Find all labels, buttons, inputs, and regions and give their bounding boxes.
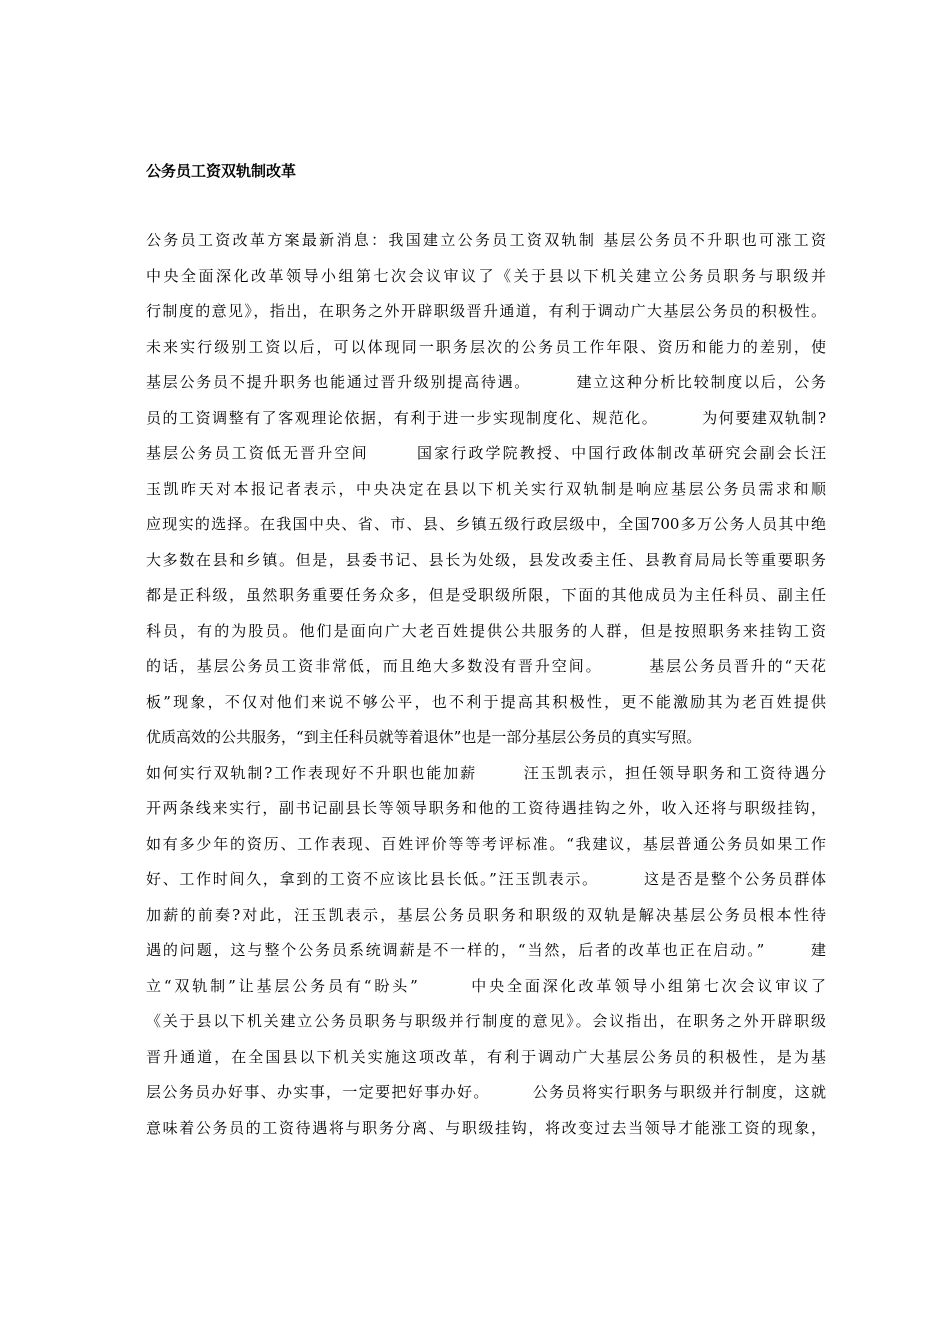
body-line: 如何实行双轨制?工作表现好不升职也能加薪 汪玉凯表示，担任领导职务和工资待遇分 (146, 763, 826, 782)
body-line: 遇的问题，这与整个公务员系统调薪是不一样的，“当然，后者的改革也正在启动。” 建 (146, 941, 826, 959)
body-line: 玉凯昨天对本报记者表示，中央决定在县以下机关实行双轨制是响应基层公务员需求和顺 (146, 479, 826, 498)
body-line: 员的工资调整有了客观理论依据，有利于进一步实现制度化、规范化。 为何要建双轨制? (146, 408, 826, 427)
body-line: 意味着公务员的工资待遇将与职务分离、与职级挂钩，将改变过去当领导才能涨工资的现象， (146, 1118, 826, 1137)
body-line: 都是正科级，虽然职务重要任务众多，但是受职级所限，下面的其他成员为主任科员、副主任 (146, 586, 826, 604)
body-line: 行制度的意见》，指出，在职务之外开辟职级晋升通道，有利于调动广大基层公务员的积极性。 (146, 302, 826, 320)
body-line: 基层公务员工资低无晋升空间 国家行政学院教授、中国行政体制改革研究会副会长汪 (146, 444, 826, 462)
body-line: 的话，基层公务员工资非常低，而且绝大多数没有晋升空间。 基层公务员晋升的“天花 (146, 657, 826, 675)
body-line: 科员，有的为股员。他们是面向广大老百姓提供公共服务的人群，但是按照职务来挂钩工资 (146, 621, 826, 640)
body-line: 应现实的选择。在我国中央、省、市、县、乡镇五级行政层级中，全国700多万公务人员其中绝 (146, 515, 826, 533)
body-line: 基层公务员不提升职务也能通过晋升级别提高待遇。 建立这种分析比较制度以后，公务 (146, 373, 826, 391)
document-body (146, 227, 826, 1150)
body-line: 如有多少年的资历、工作表现、百姓评价等等考评标准。“我建议，基层普通公务员如果工作 (146, 834, 826, 853)
body-line: 《关于县以下机关建立公务员职务与职级并行制度的意见》。会议指出，在职务之外开辟职级 (146, 1012, 826, 1030)
body-line: 优质高效的公共服务，“到主任科员就等着退休”也是一部分基层公务员的真实写照。 (146, 728, 702, 746)
body-line: 开两条线来实行，副书记副县长等领导职务和他的工资待遇挂钩之外，收入还将与职级挂钩， (146, 799, 826, 817)
body-line: 板”现象，不仅对他们来说不够公平，也不利于提高其积极性，更不能激励其为老百姓提供 (146, 692, 826, 711)
body-line: 立“双轨制”让基层公务员有“盼头” 中央全面深化改革领导小组第七次会议审议了 (146, 976, 826, 995)
body-line: 公务员工资改革方案最新消息：我国建立公务员工资双轨制 基层公务员不升职也可涨工资 (146, 231, 826, 249)
body-line: 好、工作时间久，拿到的工资不应该比县长低。”汪玉凯表示。 这是否是整个公务员群体 (146, 870, 826, 888)
document-title: 公务员工资双轨制改革 (146, 162, 297, 180)
body-line: 加薪的前奏?对此，汪玉凯表示，基层公务员职务和职级的双轨是解决基层公务员根本性待 (146, 905, 826, 924)
body-line: 层公务员办好事、办实事，一定要把好事办好。 公务员将实行职务与职级并行制度，这就 (146, 1083, 826, 1101)
body-line: 大多数在县和乡镇。但是，县委书记、县长为处级，县发改委主任、县教育局局长等重要职务 (146, 550, 826, 569)
body-line: 未来实行级别工资以后，可以体现同一职务层次的公务员工作年限、资历和能力的差别，使 (146, 337, 826, 356)
body-line: 晋升通道，在全国县以下机关实施这项改革，有利于调动广大基层公务员的积极性，是为基 (146, 1047, 826, 1066)
body-line: 中央全面深化改革领导小组第七次会议审议了《关于县以下机关建立公务员职务与职级并 (146, 266, 826, 285)
